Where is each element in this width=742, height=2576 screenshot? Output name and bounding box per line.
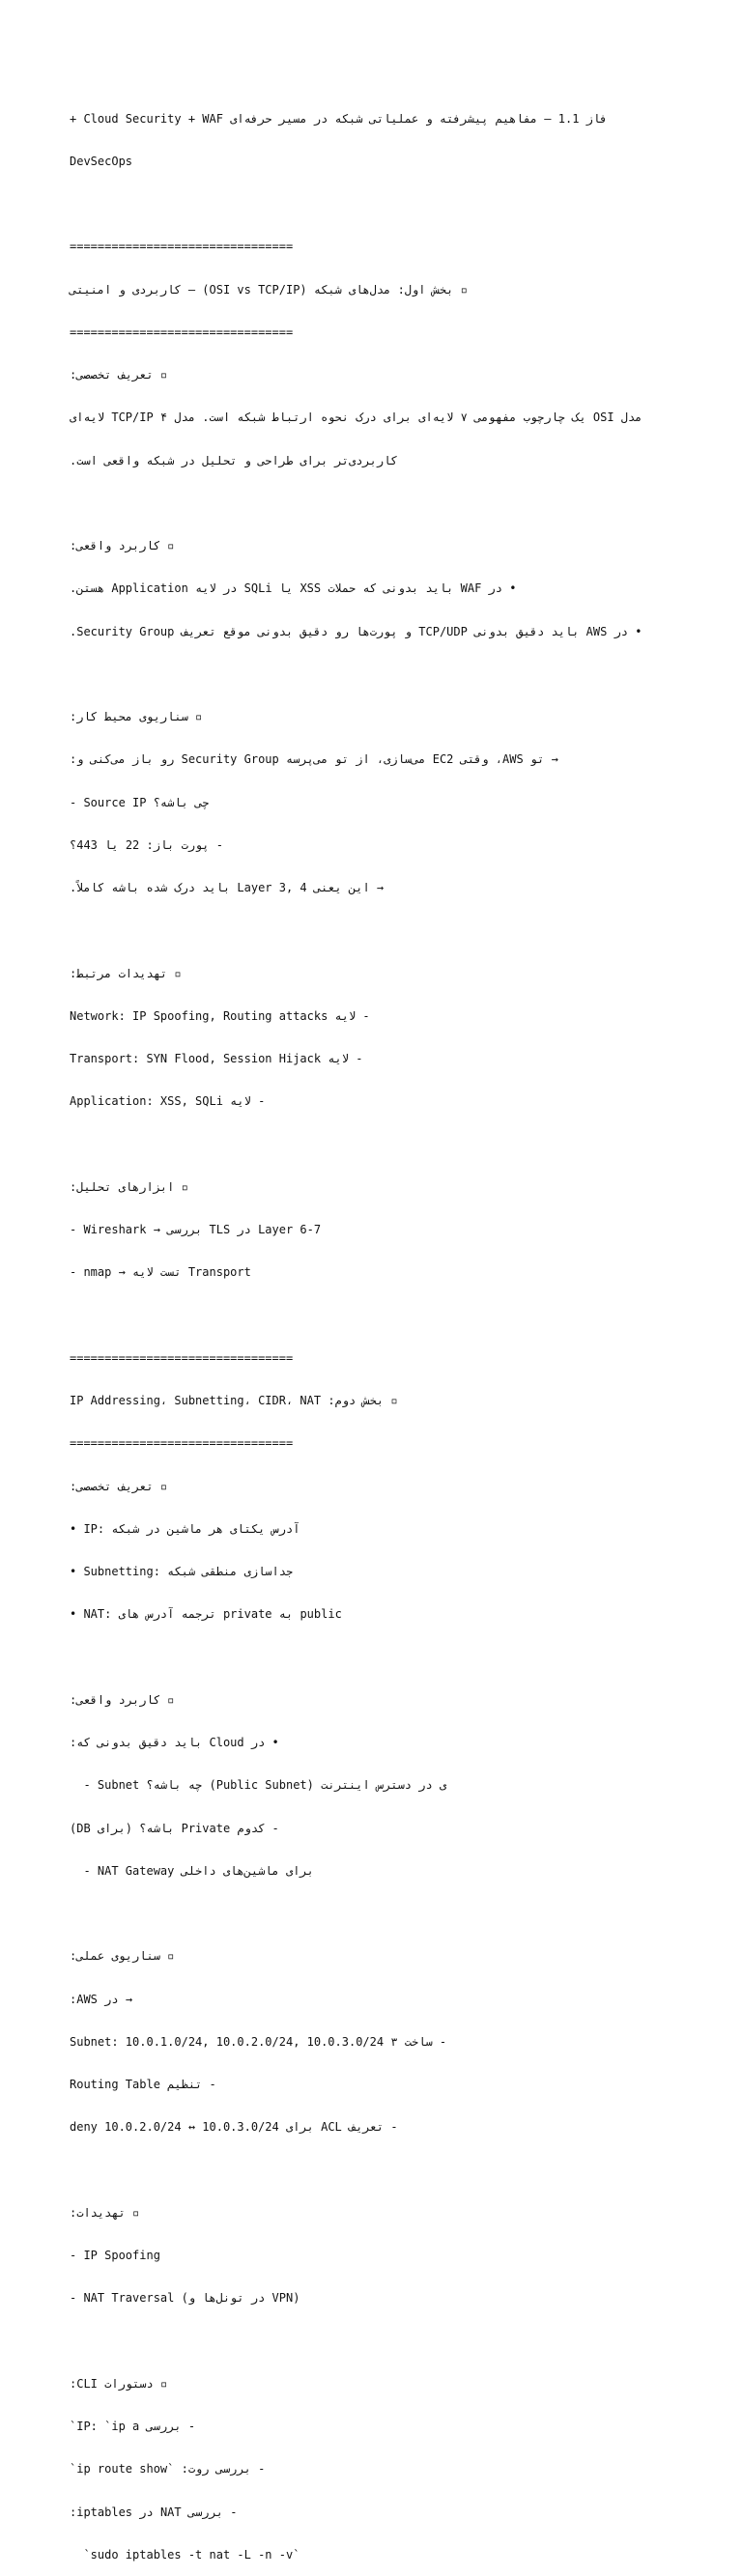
subheading-real-use: ▫ کاربرد واقعی:: [70, 539, 175, 552]
scenario-line: → این یعنی Layer 3, 4 باید درک شده باشه کاملاً.: [70, 881, 385, 894]
bullet-item: • IP: آدرس یکتای هر ماشین در شبکه: [70, 1521, 300, 1536]
blank-line: [70, 2335, 688, 2349]
list-item: - NAT Traversal (در تونل‌ها و VPN): [70, 2291, 300, 2306]
subheading-definition: ▫ تعریف تخصصی:: [70, 1479, 168, 1493]
document-title-line-1: فاز 1.1 — مفاهیم پیشرفته و عملیاتی شبکه در مسیر حرفه‌ای Cloud Security + WAF +: [70, 111, 649, 126]
blank-line: [70, 923, 688, 938]
list-item: - Wireshark → بررسی TLS در Layer 6-7: [70, 1223, 322, 1236]
section-1-heading: ▫ بخش اول: مدل‌های شبکه (OSI vs TCP/IP) — کاربردی و امنیتی: [70, 282, 468, 297]
scenario-line: → تو AWS، وقتی EC2 می‌سازی، از تو می‌پرسه Security Group رو باز می‌کنی و:: [70, 752, 558, 767]
section-2-heading: ▫ بخش دوم: IP Addressing، Subnetting، CIDR، NAT: [70, 1394, 398, 1407]
list-item: - NAT Gateway برای ماشین‌های داخلی: [70, 1863, 314, 1878]
list-item: - بررسی IP: `ip a`: [70, 2420, 196, 2433]
blank-line: [70, 1907, 688, 1921]
subheading-cli-commands: ▫ دستورات CLI:: [70, 2376, 168, 2391]
document-page: [70, 83, 688, 2576]
scenario-line: → در AWS:: [70, 1992, 133, 2006]
subheading-analysis-tools: ▫ ابزارهای تحلیل:: [70, 1179, 188, 1194]
definition-text-line: کاربردی‌تر برای طراحی و تحلیل در شبکه واقعی است.: [70, 453, 398, 467]
subheading-practical-scenario: ▫ سناریوی عملی:: [70, 1949, 175, 1964]
section-divider: ================================: [70, 240, 294, 254]
list-item: - لایه Transport: SYN Flood, Session Hijack: [70, 1052, 363, 1065]
list-item: - Subnet چه باشه؟ (Public Subnet) ی در دسترس اینترنت: [70, 1778, 447, 1793]
subheading-threats: ▫ تهدیدات:: [70, 2205, 140, 2220]
list-item: - بررسی NAT در iptables:: [70, 2505, 238, 2519]
list-item: - لایه Network: IP Spoofing, Routing attacks: [70, 1008, 370, 1023]
list-item: - Source IP چی باشه؟: [70, 795, 210, 809]
list-item: - پورت باز: 22 یا 443؟: [70, 837, 223, 852]
list-item: - تنظیم Routing Table: [70, 2078, 231, 2091]
blank-line: [70, 197, 688, 212]
list-item: - بررسی روت: `ip route show`: [70, 2462, 266, 2477]
bullet-item: • در AWS باید دقیق بدونی TCP/UDP و پورت‌ها رو دقیق بدونی موقع تعریف Security Group.: [70, 624, 642, 638]
list-item: - ساخت ۳ Subnet: 10.0.1.0/24, 10.0.2.0/24, 10.0.3.0/24: [70, 2034, 461, 2049]
list-item: - تعریف ACL برای deny 10.0.2.0/24 ↔ 10.0.3.0/24: [70, 2120, 413, 2135]
subheading-work-scenario: ▫ سناریوی محیط کار:: [70, 710, 203, 723]
subheading-threats: ▫ تهدیدات مرتبط:: [70, 966, 182, 980]
code-line: `sudo iptables -t nat -L -n -v`: [70, 2547, 300, 2562]
blank-line: [70, 1138, 688, 1152]
section-divider: ================================: [70, 1436, 294, 1451]
subheading-definition: ▫ تعریف تخصصی:: [70, 368, 168, 382]
blank-line: [70, 496, 688, 511]
definition-text-line: مدل OSI یک چارچوب مفهومی ۷ لایه‌ای برای درک نحوه ارتباط شبکه است. مدل TCP/IP ۴ لایه‌ای: [70, 410, 642, 425]
bullet-item: • Subnetting: جداسازی منطقی شبکه: [70, 1565, 294, 1578]
blank-line: [70, 1309, 688, 1323]
section-divider: ================================: [70, 325, 294, 339]
list-item: - کدوم Private باشه؟ (برای DB): [70, 1821, 294, 1835]
document-title-line-2: DevSecOps: [70, 154, 133, 168]
bullet-item: • در Cloud باید دقیق بدونی که:: [70, 1736, 279, 1749]
blank-line: [70, 2164, 688, 2178]
bullet-item: • در WAF باید بدونی که حملات XSS یا SQLi در لایه Application هستن.: [70, 581, 517, 596]
blank-line: [70, 1651, 688, 1665]
list-item: - IP Spoofing: [70, 2249, 160, 2262]
bullet-item: • NAT: ترجمه آدرس های private به public: [70, 1607, 342, 1622]
list-item: - لایه Application: XSS, SQLi: [70, 1094, 266, 1109]
subheading-real-use: ▫ کاربرد واقعی:: [70, 1692, 175, 1707]
section-divider: ================================: [70, 1350, 294, 1365]
blank-line: [70, 667, 688, 682]
list-item: - nmap → تست لایه Transport: [70, 1265, 251, 1280]
